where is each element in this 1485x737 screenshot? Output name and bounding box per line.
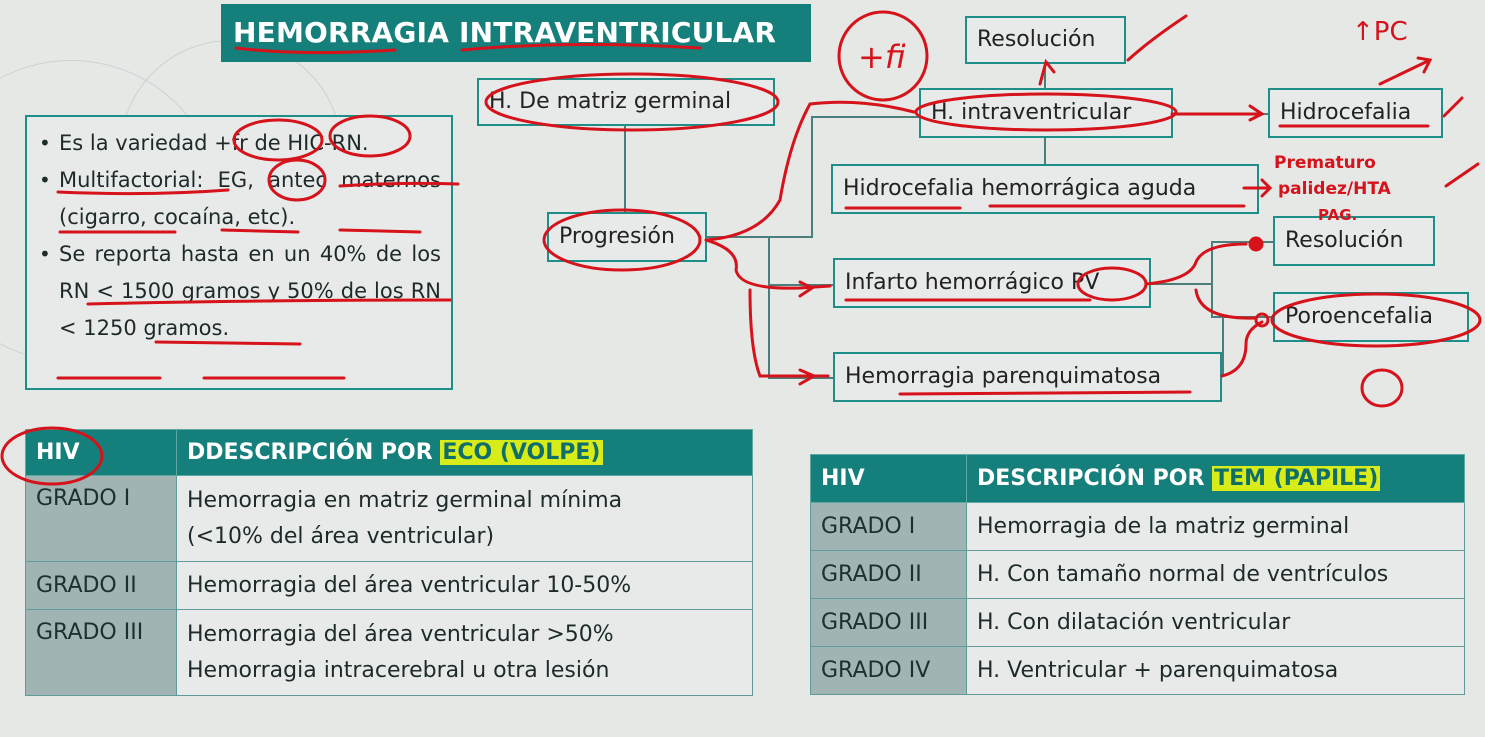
connector	[811, 116, 919, 118]
annotation-palidez: palidez/HTA	[1278, 179, 1391, 199]
table-row	[26, 476, 753, 562]
table-row	[811, 503, 1465, 551]
arrow-pc	[1380, 58, 1430, 84]
flow-ink	[750, 290, 828, 376]
description-cell: Hemorragia de la matriz germinal	[967, 503, 1465, 551]
grade-cell: GRADO III	[26, 610, 177, 696]
connector	[768, 284, 834, 286]
flow-box-parenquimatosa: Hemorragia parenquimatosa	[833, 352, 1222, 402]
check-mark	[1444, 98, 1462, 116]
flow-ink	[1222, 322, 1262, 376]
flow-box-resolucion-mid: Resolución	[1273, 216, 1435, 266]
table-volpe	[25, 429, 753, 696]
flow-box-germinal: H. De matriz germinal	[477, 78, 775, 126]
table-row	[811, 599, 1465, 647]
description-cell: H. Ventricular + parenquimatosa	[967, 647, 1465, 695]
table-row	[811, 647, 1465, 695]
header-prefix: DESCRIPCIÓN POR	[977, 466, 1213, 491]
table-papile	[810, 454, 1465, 695]
header-prefix: DDESCRIPCIÓN POR	[187, 440, 441, 465]
arrow-resolucion	[1128, 16, 1186, 60]
connector	[811, 116, 813, 238]
header-highlight: ECO (VOLPE)	[442, 440, 601, 465]
flow-box-progresion: Progresión	[547, 212, 707, 262]
flow-box-intraventricular: H. intraventricular	[919, 88, 1173, 138]
bullet-item: • Se reporta hasta en un 40% de los RN < 1500 gramos y 50% de los RN < 1250 gramos.	[59, 236, 441, 347]
connector	[1044, 64, 1046, 88]
dot	[1250, 238, 1262, 250]
connector	[1150, 283, 1212, 285]
header-highlight: TEM (PAPILE)	[1214, 466, 1379, 491]
annotation-fi: +fi	[858, 38, 906, 76]
table-row	[26, 562, 753, 610]
grade-cell: GRADO II	[26, 562, 177, 610]
grade-cell: GRADO I	[26, 476, 177, 562]
arrow-resolucion	[1040, 62, 1054, 84]
page-title: HEMORRAGIA INTRAVENTRICULAR	[221, 4, 811, 62]
description-cell	[177, 476, 753, 562]
annotation-pc: ↑PC	[1352, 17, 1408, 47]
annotation-pag: PAG.	[1318, 206, 1358, 224]
connector	[1172, 113, 1268, 115]
flow-box-hidrocefalia-aguda: Hidrocefalia hemorrágica aguda	[831, 164, 1259, 214]
grade-cell: GRADO III	[811, 599, 967, 647]
connector	[624, 126, 626, 212]
table-header-hiv: HIV	[811, 455, 967, 503]
connector	[768, 377, 834, 379]
grade-cell: GRADO I	[811, 503, 967, 551]
description-cell: Hemorragia del área ventricular 10-50%	[177, 562, 753, 610]
flow-ink	[1196, 290, 1256, 318]
check-mark	[1446, 164, 1478, 186]
table-header-description	[967, 455, 1465, 503]
connector	[1211, 316, 1273, 318]
grade-cell: GRADO II	[811, 551, 967, 599]
connector	[1211, 241, 1273, 243]
bullet-item: • Es la variedad +fr de HIC-RN.	[59, 125, 441, 162]
connector	[1222, 316, 1224, 376]
circle-fi	[839, 12, 927, 100]
flow-box-resolucion-top: Resolución	[965, 16, 1126, 64]
flow-box-hidrocefalia: Hidrocefalia	[1268, 88, 1443, 138]
connector	[1211, 241, 1213, 317]
description-cell: H. Con tamaño normal de ventrículos	[967, 551, 1465, 599]
table-header-description	[177, 430, 753, 476]
table-row	[811, 551, 1465, 599]
circle-small	[1362, 370, 1402, 406]
description-line: Hemorragia en matriz germinal mínima	[187, 487, 623, 513]
flow-box-poroencefalia: Poroencefalia	[1273, 292, 1469, 342]
connector	[1044, 138, 1046, 164]
description-line: Hemorragia intracerebral u otra lesión	[187, 657, 610, 683]
description-line: (<10% del área ventricular)	[187, 523, 495, 549]
description-cell	[177, 610, 753, 696]
description-cell: H. Con dilatación ventricular	[967, 599, 1465, 647]
flow-ink	[1146, 244, 1246, 284]
description-line: Hemorragia del área ventricular >50%	[187, 621, 614, 647]
connector	[706, 236, 812, 238]
bullet-item: • Multifactorial: EG, antec maternos (cigarro, cocaína, etc).	[59, 162, 441, 236]
table-header-hiv: HIV	[26, 430, 177, 476]
connector	[768, 236, 770, 378]
bullet-box	[25, 115, 453, 390]
annotation-prematuro: Prematuro	[1274, 153, 1376, 173]
grade-cell: GRADO IV	[811, 647, 967, 695]
table-row	[26, 610, 753, 696]
flow-box-infarto: Infarto hemorrágico PV	[833, 258, 1151, 308]
